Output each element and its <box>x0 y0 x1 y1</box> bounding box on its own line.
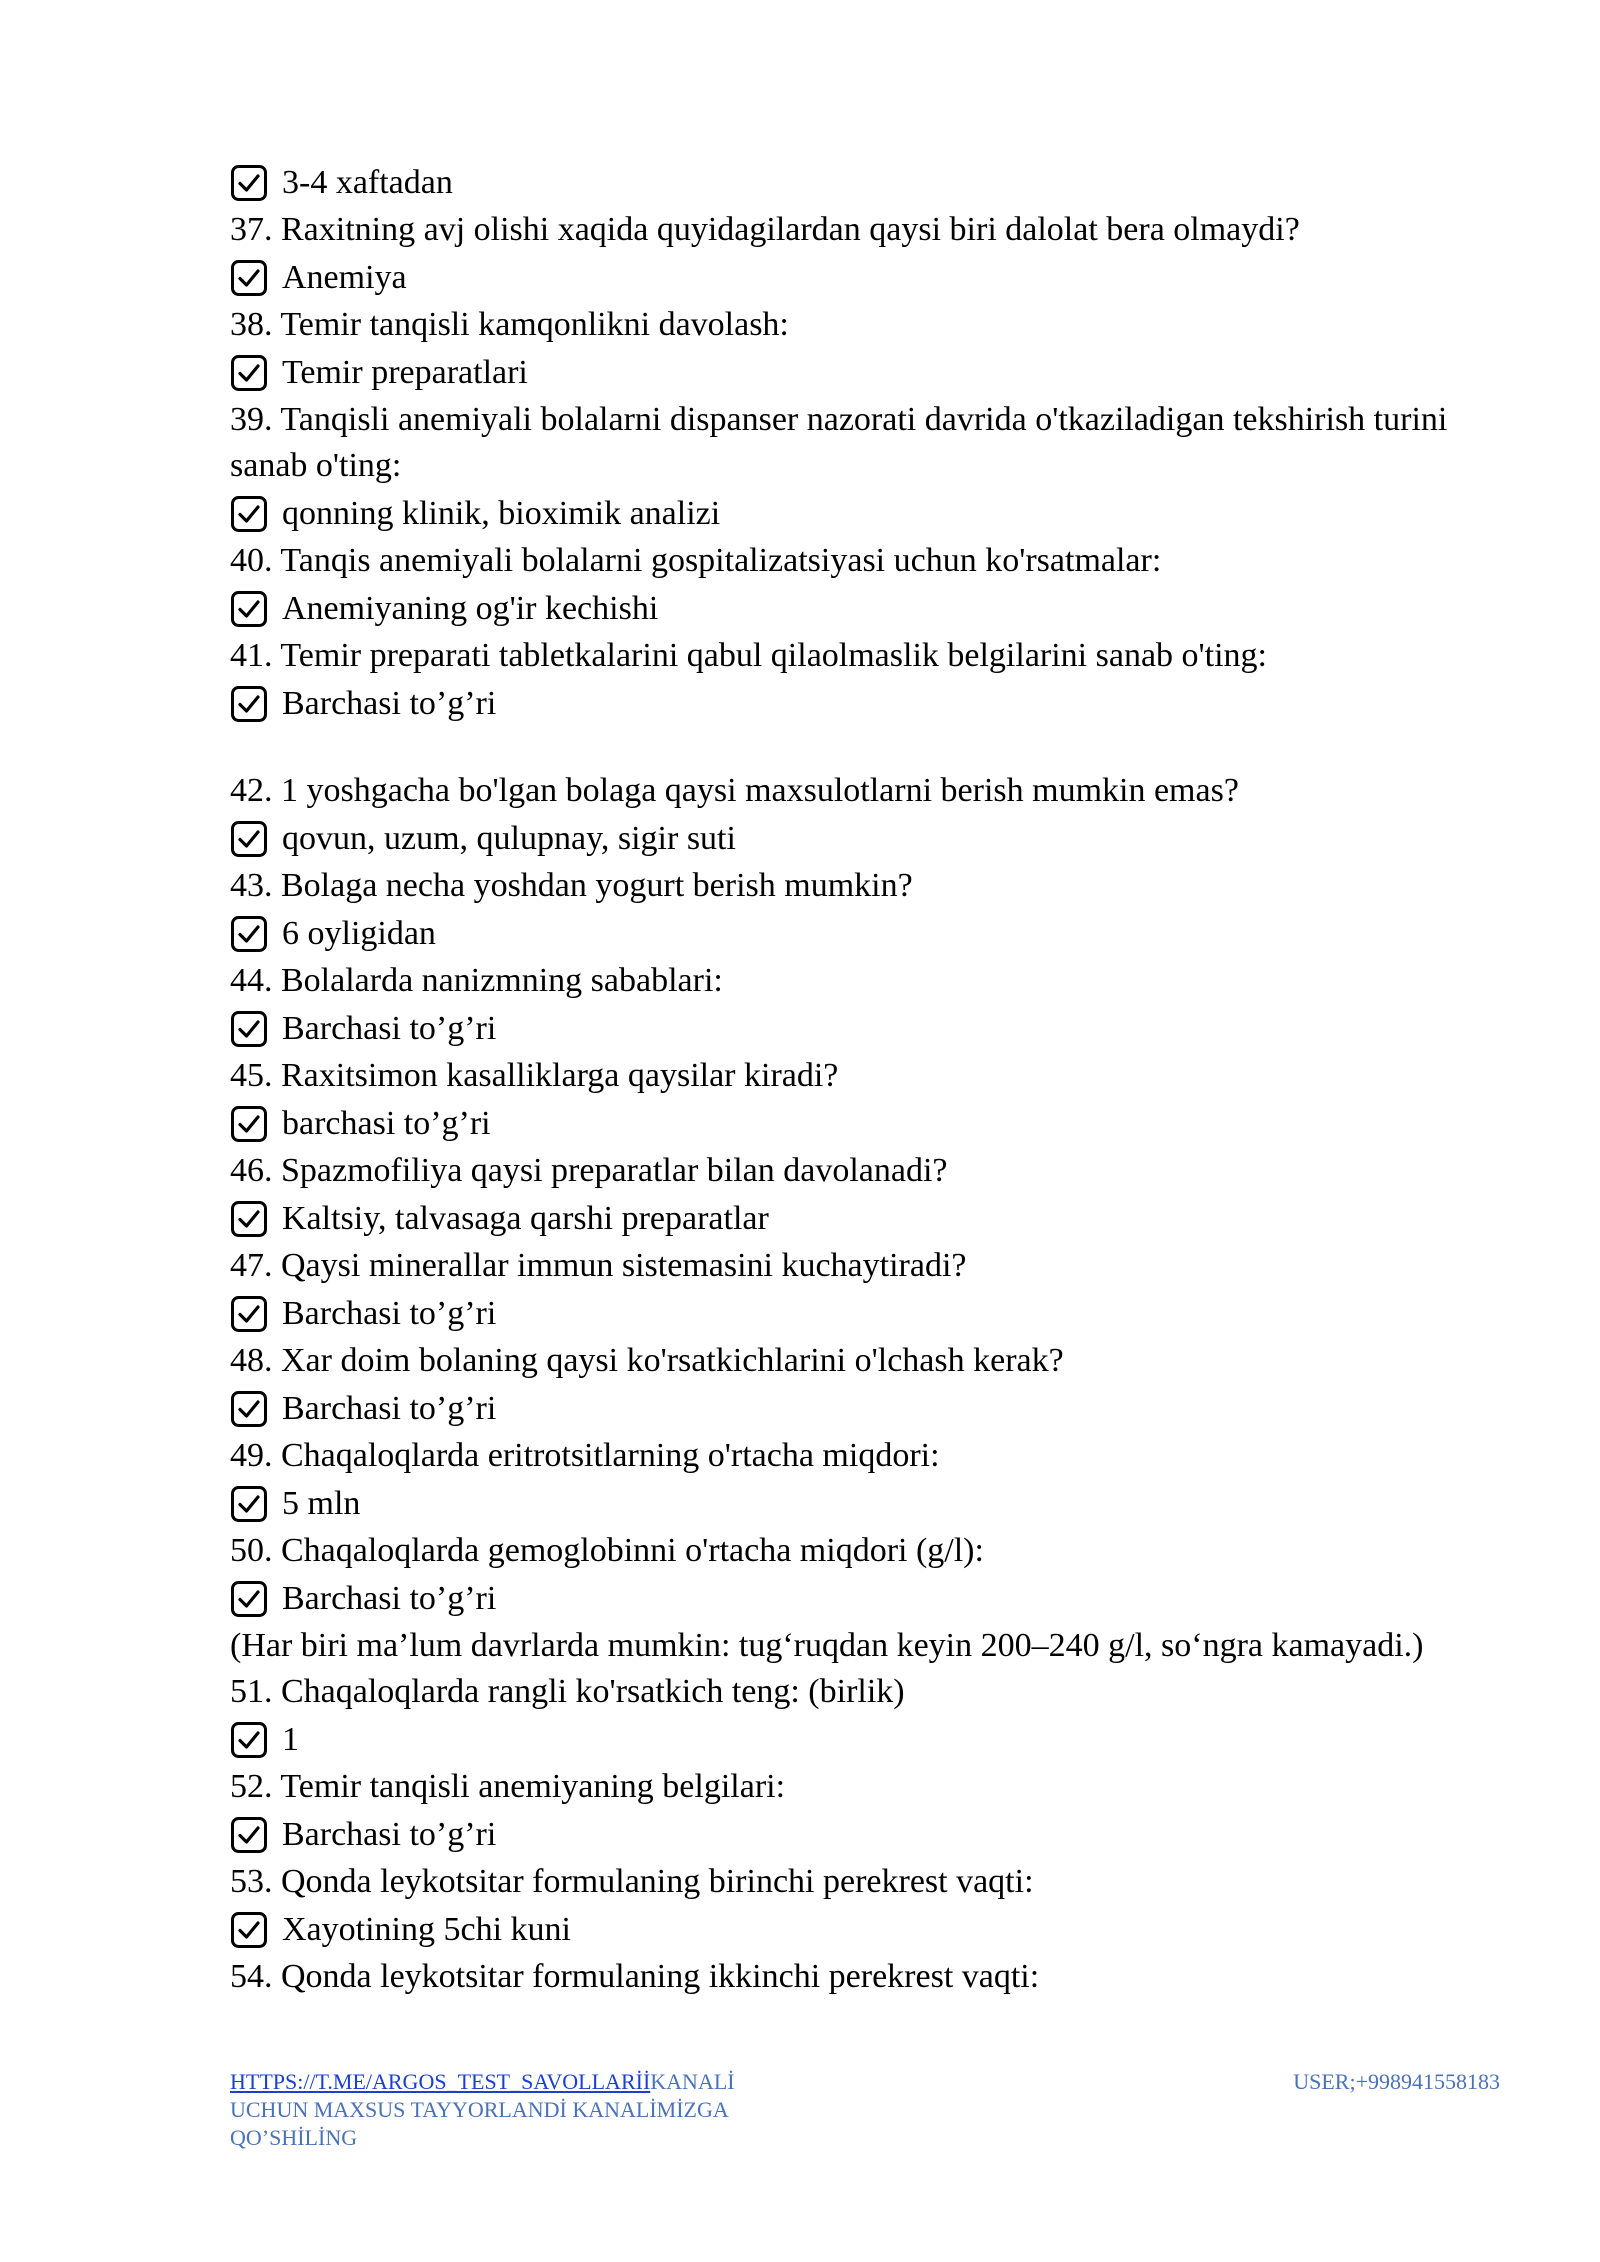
answer-row <box>230 349 1490 397</box>
checkbox-checked-icon <box>230 164 268 202</box>
answer-row <box>230 680 1490 728</box>
checkbox-checked-icon <box>230 1010 268 1048</box>
question-text: 43. Bolaga necha yoshdan yogurt berish mumkin? <box>230 867 913 904</box>
checkbox-checked-icon <box>230 1721 268 1759</box>
answer-text: Anemiya <box>282 259 407 296</box>
checkbox-checked-icon <box>230 1580 268 1618</box>
footer-left <box>230 2068 810 2152</box>
checkbox-checked-icon <box>230 1911 268 1949</box>
answer-text: Barchasi to’g’ri <box>282 1010 497 1047</box>
question-text: 38. Temir tanqisli kamqonlikni davolash: <box>230 306 789 343</box>
blank-line <box>230 728 1490 768</box>
answer-row <box>230 1195 1490 1243</box>
answer-text: Temir preparatlari <box>282 354 528 391</box>
answer-row <box>230 1480 1490 1528</box>
answer-row <box>230 159 1490 207</box>
question-text: 46. Spazmofiliya qaysi preparatlar bilan davolanadi? <box>230 1152 948 1189</box>
footer-left-text-2: UCHUN MAXSUS TAYYORLANDİ KANALİMİZGA <box>230 2097 729 2122</box>
answer-row <box>230 1100 1490 1148</box>
question-text: 50. Chaqaloqlarda gemoglobinni o'rtacha miqdori (g/l): <box>230 1532 984 1569</box>
checkbox-checked-icon <box>230 1485 268 1523</box>
answer-text: Barchasi to’g’ri <box>282 1816 497 1853</box>
question-text: 48. Xar doim bolaning qaysi ko'rsatkichlarini o'lchash kerak? <box>230 1342 1064 1379</box>
checkbox-checked-icon <box>230 1295 268 1333</box>
checkbox-checked-icon <box>230 590 268 628</box>
checkbox-checked-icon <box>230 1816 268 1854</box>
checkbox-checked-icon <box>230 259 268 297</box>
question-text: 39. Tanqisli anemiyali bolalarni dispanser nazorati davrida o'tkaziladigan tekshirish turini sanab o'ting: <box>230 401 1448 484</box>
answer-text: Barchasi to’g’ri <box>282 685 497 722</box>
answer-text: Anemiyaning og'ir kechishi <box>282 590 659 627</box>
telegram-channel-link[interactable]: HTTPS://T.ME/ARGOS_TEST_SAVOLLARİİ <box>230 2069 651 2094</box>
answer-text: Barchasi to’g’ri <box>282 1390 497 1427</box>
answer-text: 1 <box>282 1721 299 1758</box>
answer-text: Xayotining 5chi kuni <box>282 1911 571 1948</box>
answer-row <box>230 254 1490 302</box>
answer-row <box>230 1575 1490 1623</box>
answer-text: Barchasi to’g’ri <box>282 1580 497 1617</box>
answer-row <box>230 910 1490 958</box>
question-text: 47. Qaysi minerallar immun sistemasini kuchaytiradi? <box>230 1247 967 1284</box>
answer-row <box>230 1811 1490 1859</box>
question-text: 49. Chaqaloqlarda eritrotsitlarning o'rtacha miqdori: <box>230 1437 940 1474</box>
checkbox-checked-icon <box>230 685 268 723</box>
question-text: 52. Temir tanqisli anemiyaning belgilari: <box>230 1768 786 1805</box>
question-text: 54. Qonda leykotsitar formulaning ikkinchi perekrest vaqti: <box>230 1958 1040 1995</box>
answer-row <box>230 1005 1490 1053</box>
checkbox-checked-icon <box>230 1105 268 1143</box>
question-text: 45. Raxitsimon kasalliklarga qaysilar kiradi? <box>230 1057 839 1094</box>
answer-row <box>230 490 1490 538</box>
checkbox-checked-icon <box>230 915 268 953</box>
checkbox-checked-icon <box>230 354 268 392</box>
question-text: 53. Qonda leykotsitar formulaning birinchi perekrest vaqti: <box>230 1863 1034 1900</box>
footer-user-contact: USER;+998941558183 <box>1293 2069 1500 2094</box>
footer-left-text-3: QO’SHİLİNG <box>230 2125 358 2150</box>
answer-row <box>230 1906 1490 1954</box>
checkbox-checked-icon <box>230 1200 268 1238</box>
question-text: 51. Chaqaloqlarda rangli ko'rsatkich teng: (birlik) <box>230 1673 905 1710</box>
answer-text: qonning klinik, bioximik analizi <box>282 495 721 532</box>
answer-row <box>230 815 1490 863</box>
answer-row <box>230 585 1490 633</box>
question-text: 37. Raxitning avj olishi xaqida quyidagilardan qaysi biri dalolat bera olmaydi? <box>230 211 1300 248</box>
answer-text: Kaltsiy, talvasaga qarshi preparatlar <box>282 1200 769 1237</box>
question-text: (Har biri ma’lum davrlarda mumkin: tug‘ruqdan keyin 200–240 g/l, so‘ngra kamayadi.) <box>230 1627 1424 1664</box>
answer-text: 3-4 xaftadan <box>282 164 453 201</box>
question-text: 44. Bolalarda nanizmning sabablari: <box>230 962 723 999</box>
checkbox-checked-icon <box>230 495 268 533</box>
footer-left-text-1: KANALİ <box>650 2069 735 2094</box>
question-text: 40. Tanqis anemiyali bolalarni gospitalizatsiyasi uchun ko'rsatmalar: <box>230 542 1162 579</box>
checkbox-checked-icon <box>230 820 268 858</box>
document-body <box>230 158 1490 2000</box>
answer-text: barchasi to’g’ri <box>282 1105 491 1142</box>
question-text: 41. Temir preparati tabletkalarini qabul qilaolmaslik belgilarini sanab o'ting: <box>230 637 1267 674</box>
answer-text: 6 oyligidan <box>282 915 436 952</box>
answer-row <box>230 1385 1490 1433</box>
answer-row <box>230 1716 1490 1764</box>
answer-row <box>230 1290 1490 1338</box>
checkbox-checked-icon <box>230 1390 268 1428</box>
answer-text: Barchasi to’g’ri <box>282 1295 497 1332</box>
answer-text: qovun, uzum, qulupnay, sigir suti <box>282 820 736 857</box>
answer-text: 5 mln <box>282 1485 361 1522</box>
question-text: 42. 1 yoshgacha bo'lgan bolaga qaysi maxsulotlarni berish mumkin emas? <box>230 772 1239 809</box>
